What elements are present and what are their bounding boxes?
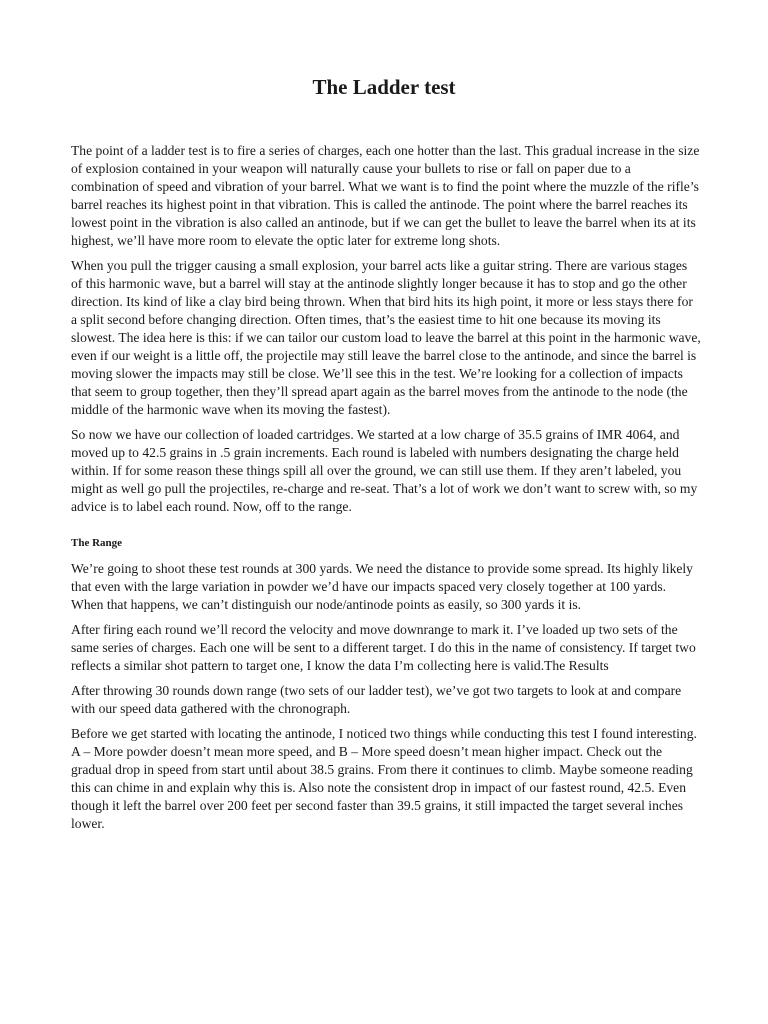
paragraph-results-observations: Before we get started with locating the antinode, I noticed two things while conducting this test I found interesting. A – More powder doesn’t mean more speed, and B – More speed doesn’t mean higher impact. Check out the gradual drop in speed from start until about 38.5 grains. From there it continues to climb. Maybe someone reading this can chime in and explain why this is. Also note the consistent drop in impact of our fastest round, 42.5. Even though it left the barrel over 200 feet per second faster than 39.5 grains, it still impacted the target several inches lower. (71, 726, 697, 831)
paragraph-results-targets: After throwing 30 rounds down range (two sets of our ladder test), we’ve got two targets to look at and compare with our speed data gathered with the chronograph. (71, 683, 682, 716)
section-heading-range: The Range (71, 537, 123, 549)
document-body (71, 142, 701, 840)
paragraph-range-firing: After firing each round we’ll record the velocity and move downrange to mark it. I’ve loaded up two sets of the same series of charges. Each one will be sent to a different target. I do this in the name of consistency. If target two reflects a similar shot pattern to target one, I know the data I’m collecting here is valid.The Results (71, 622, 696, 673)
paragraph-range-distance: We’re going to shoot these test rounds at 300 yards. We need the distance to provide some spread. Its highly likely that even with the large variation in powder we’d have our impacts spaced very closely together at 100 yards. When that happens, we can’t distinguish our node/antinode points as easily, so 300 yards it is. (71, 561, 693, 612)
paragraph-cartridges: So now we have our collection of loaded cartridges. We started at a low charge of 35.5 grains of IMR 4064, and moved up to 42.5 grains in .5 grain increments. Each round is labeled with numbers designating the charge held within. If for some reason these things spill all over the ground, we can still use them. If they aren’t labeled, you might as well go pull the projectiles, re-charge and re-seat. That’s a lot of work we don’t want to screw with, so my advice is to label each round. Now, off to the range. (71, 427, 698, 514)
paragraph-intro: The point of a ladder test is to fire a series of charges, each one hotter than the last. This gradual increase in the size of explosion contained in your weapon will naturally cause your bullets to rise or fall on paper due to a combination of speed and vibration of your barrel. What we want is to find the point where the muzzle of the rifle’s barrel reaches its highest point in that vibration. This is called the antinode. The point where the barrel reaches its lowest point in the vibration is also called an antinode, but if we can get the bullet to leave the barrel when its at its highest, we’ll have more room to elevate the optic later for extreme long shots. (71, 143, 700, 248)
paragraph-harmonic-wave: When you pull the trigger causing a small explosion, your barrel acts like a guitar string. There are various stages of this harmonic wave, but a barrel will stay at the antinode slightly longer because it has to stop and go the other direction. Its kind of like a clay bird being thrown. When that bird hits its high point, it more or less stays there for a split second before changing direction. Often times, that’s the easiest time to hit one because its moving its slowest. The idea here is this: if we can tailor our custom load to leave the barrel at this point in the harmonic wave, even if our weight is a little off, the projectile may still leave the barrel close to the antinode, and since the barrel is moving slower the impacts may still be close. We’ll see this in the test. We’re looking for a collection of impacts that seem to group together, then they’ll spread apart again as the barrel moves from the antinode to the node (the middle of the harmonic wave when its moving the fastest). (71, 258, 701, 417)
page-title: The Ladder test (312, 75, 456, 99)
